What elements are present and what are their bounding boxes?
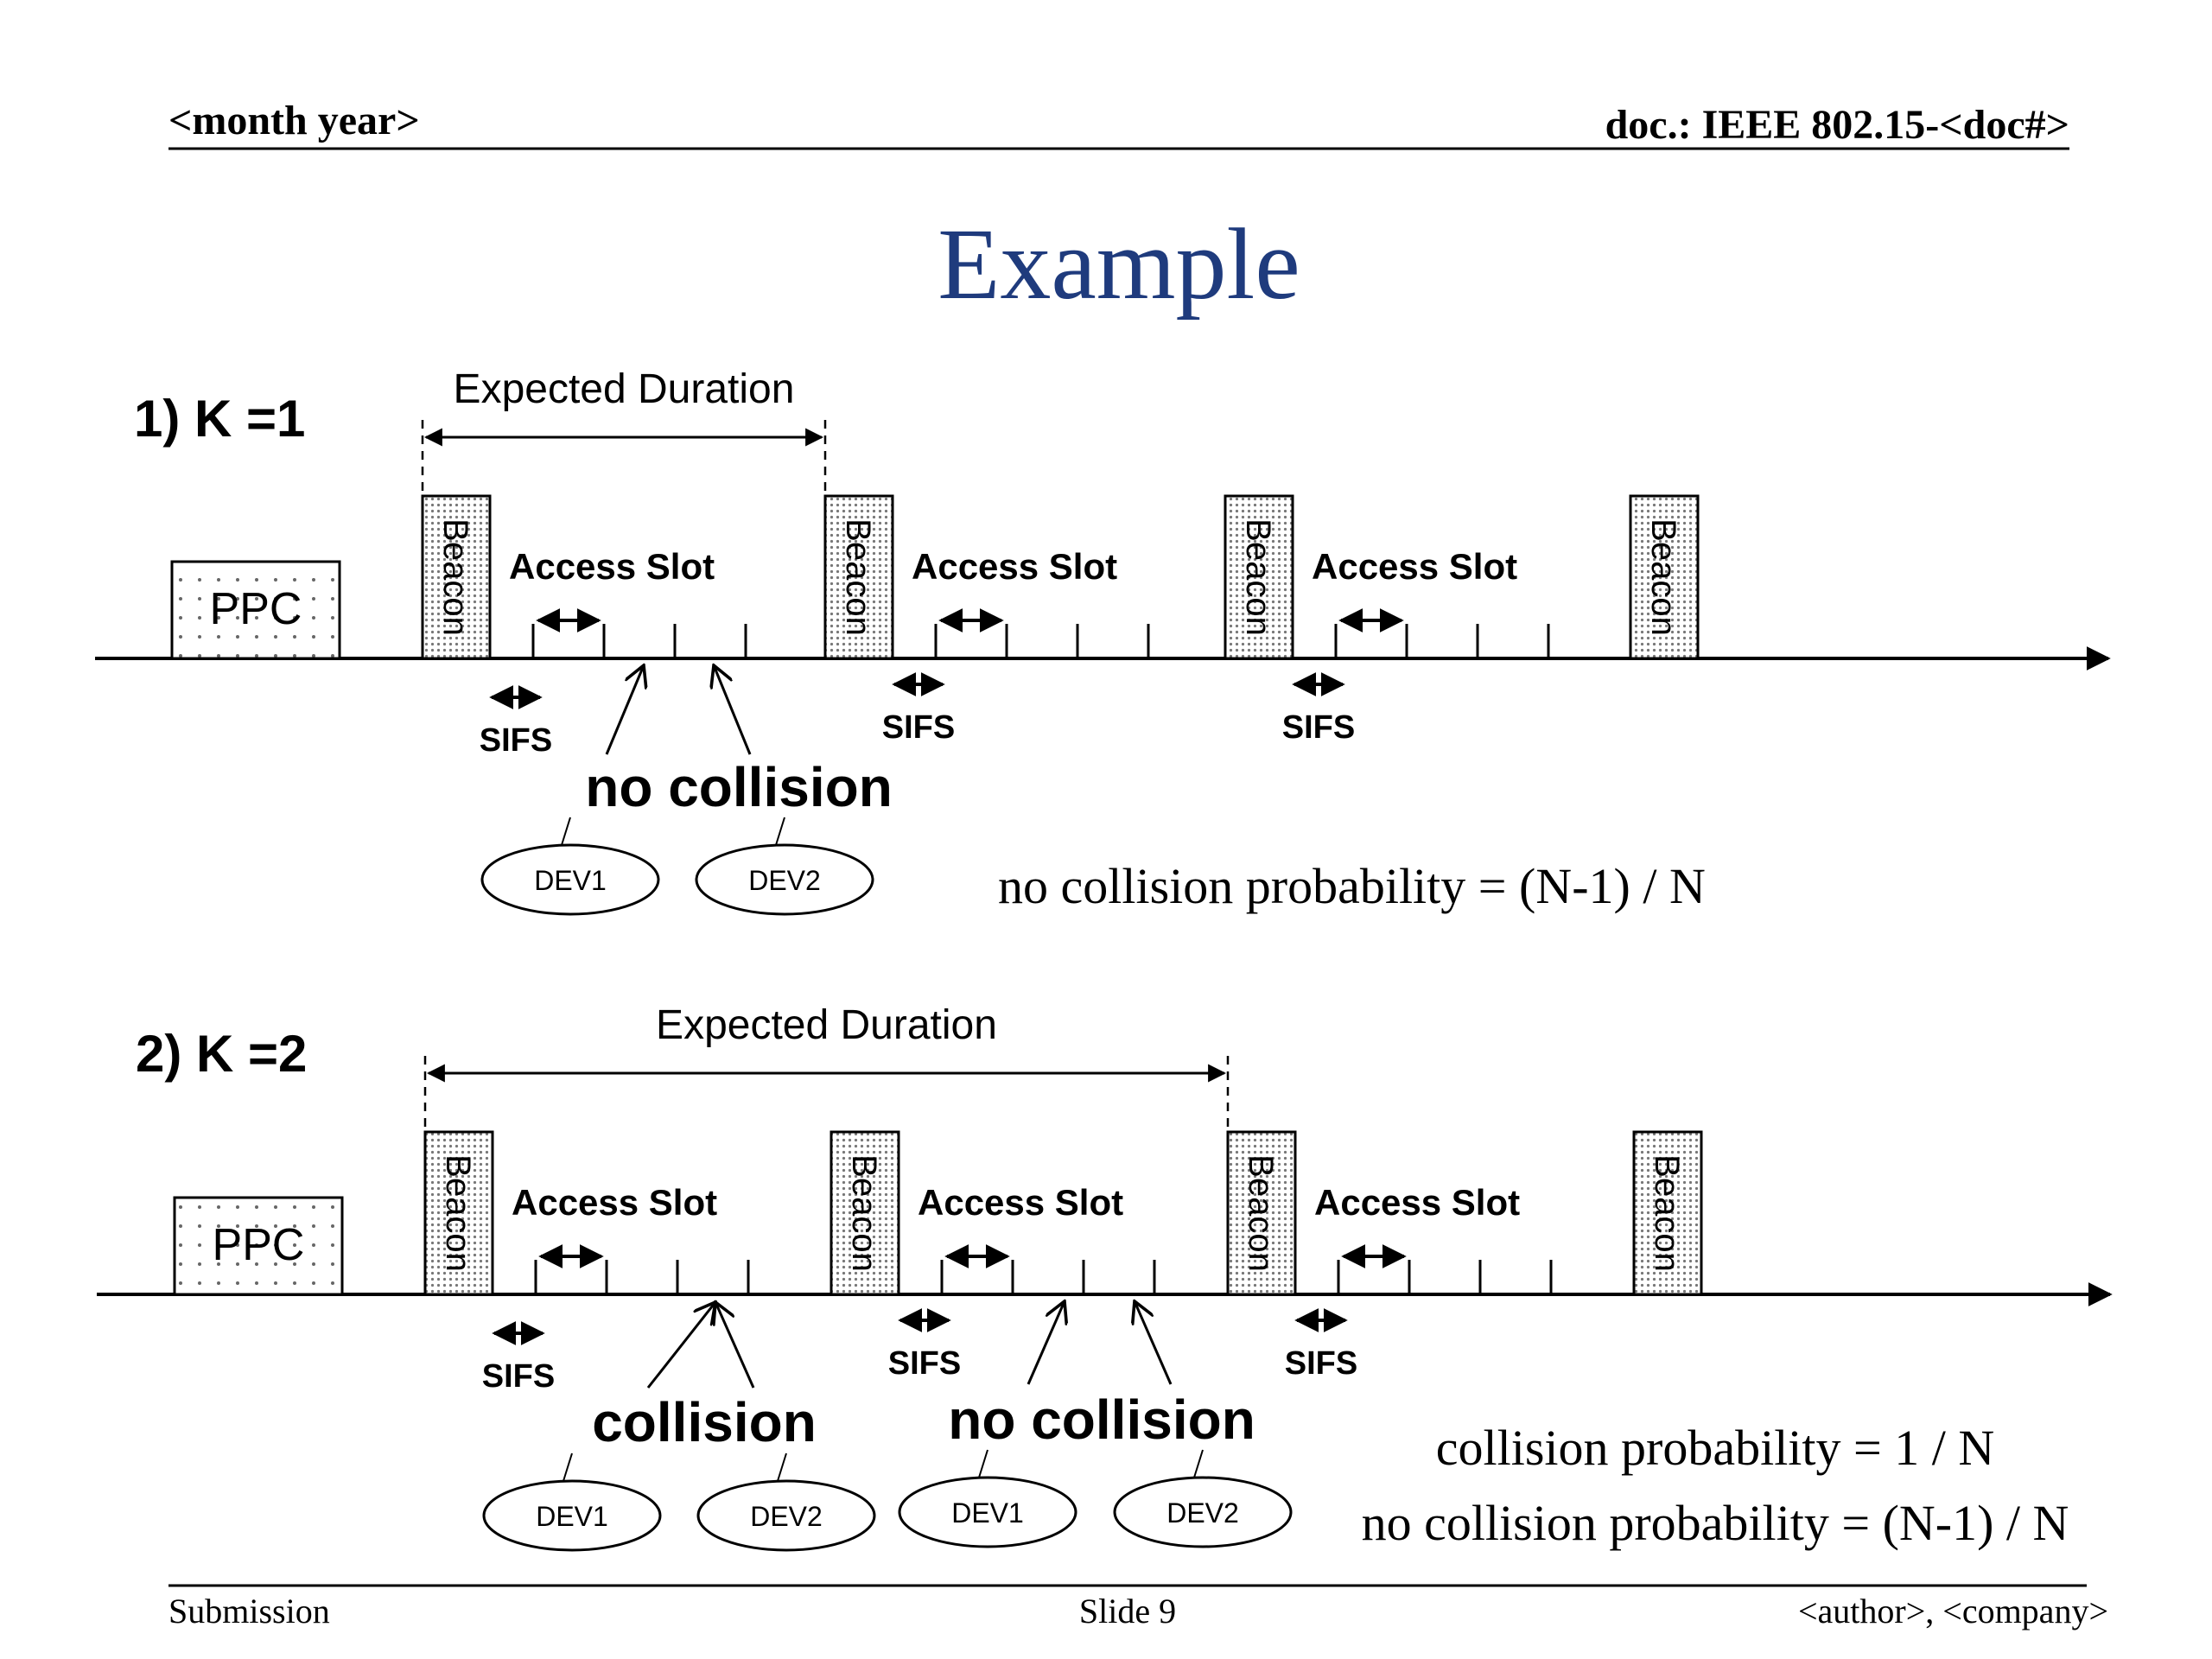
header-date: <month year>	[168, 98, 420, 143]
dev1-label: DEV1	[536, 1501, 608, 1532]
footer-slide-number: Slide 9	[1078, 1592, 1177, 1630]
dev2-label: DEV2	[750, 1501, 823, 1532]
beacon-label: Beacon	[439, 1154, 477, 1272]
slot-pointer-arrow	[648, 1302, 715, 1388]
beacon-label: Beacon	[845, 1154, 883, 1272]
access-slot-label: Access Slot	[1312, 546, 1518, 587]
device-leader	[563, 1453, 572, 1481]
slot-pointer-arrow	[607, 665, 644, 754]
access-slot-label: Access Slot	[912, 546, 1118, 587]
slot-pointer-arrow	[1135, 1301, 1171, 1384]
sifs-label: SIFS	[479, 722, 553, 759]
beacon-label: Beacon	[1648, 1154, 1686, 1272]
timeline-k1	[95, 366, 2108, 914]
beacon-label: Beacon	[1242, 1154, 1280, 1272]
dev2-label: DEV2	[1166, 1497, 1239, 1529]
device-leader	[1194, 1450, 1203, 1478]
ppc-label: PPC	[212, 1220, 305, 1270]
sifs-label: SIFS	[1284, 1345, 1358, 1382]
access-slot-label: Access Slot	[509, 546, 715, 587]
slide-title: Example	[938, 207, 1300, 321]
sifs-label: SIFS	[887, 1345, 962, 1382]
case1-outcome: no collision	[585, 756, 893, 818]
dev2-label: DEV2	[748, 865, 821, 896]
sifs-label: SIFS	[1281, 709, 1356, 746]
access-slot-label: Access Slot	[512, 1182, 718, 1223]
case1-probability: no collision probability = (N-1) / N	[998, 858, 1706, 914]
slot-pointer-arrow	[714, 665, 750, 754]
sifs-label: SIFS	[881, 709, 956, 746]
slot-pointer-arrow	[1028, 1301, 1065, 1384]
beacon-label: Beacon	[1239, 518, 1277, 636]
expected-duration-label: Expected Duration	[656, 1002, 997, 1048]
device-leader	[979, 1450, 988, 1478]
beacon-label: Beacon	[436, 518, 474, 636]
header-doc: doc.: IEEE 802.15-<doc#>	[1605, 102, 2069, 148]
dev1-label: DEV1	[534, 865, 607, 896]
device-leader	[776, 817, 785, 845]
case2-outcome-collision: collision	[592, 1391, 817, 1453]
footer-submission: Submission	[168, 1592, 330, 1630]
case2-outcome-no-collision: no collision	[948, 1389, 1255, 1451]
beacon-label: Beacon	[839, 518, 877, 636]
access-slot-label: Access Slot	[1314, 1182, 1521, 1223]
case2-collision-probability: collision probability = 1 / N	[1435, 1420, 1995, 1476]
access-slot-label: Access Slot	[918, 1182, 1124, 1223]
device-leader	[562, 817, 570, 845]
slot-pointer-arrow	[715, 1302, 753, 1388]
dev1-label: DEV1	[951, 1497, 1024, 1529]
case2-label: 2) K =2	[136, 1025, 308, 1083]
device-leader	[778, 1453, 786, 1481]
case2-no-collision-probability: no collision probability = (N-1) / N	[1361, 1495, 2069, 1551]
expected-duration-label: Expected Duration	[453, 366, 795, 412]
sifs-label: SIFS	[481, 1358, 556, 1395]
footer-author: <author>, <company>	[1797, 1592, 2108, 1630]
ppc-label: PPC	[209, 584, 302, 634]
beacon-label: Beacon	[1644, 518, 1682, 636]
case1-label: 1) K =1	[134, 390, 306, 448]
